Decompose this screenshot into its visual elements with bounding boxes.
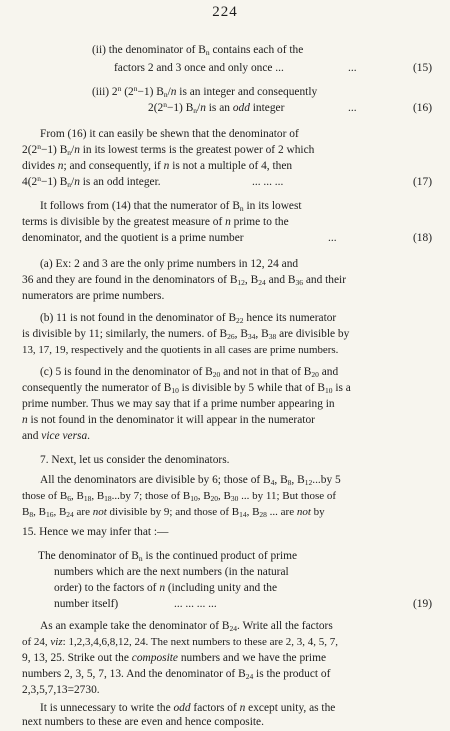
example-a: (a) Ex: 2 and 3 are the only prime numbers in 12, 24 and xyxy=(40,258,299,270)
equation-number-17: (17) xyxy=(413,176,432,188)
example-b24-l2: of 24, viz: 1,2,3,4,6,8,12, 24. The next numbers to these are 2, 3, 4, 5, 7, xyxy=(22,636,339,648)
example-b: (b) 11 is not found in the denominator of $B_{22}$ hence its numerator xyxy=(40,312,337,325)
example-b24-l5: 2,3,5,7,13=2730. xyxy=(22,684,100,696)
closing-paragraph: It is unnecessary to write the odd factors of n except unity, as the xyxy=(40,702,336,714)
example-c-l2: consequently the numerator of $B_{10}$ is divisible by 5 while that of $B_{10}$ is a xyxy=(22,382,351,395)
statement-19: The denominator of $B_n$ is the continued product of prime xyxy=(38,550,298,563)
statement-19-l2: numbers which are the next numbers (in the natural xyxy=(54,566,289,578)
section-7-heading: 7. Next, let us consider the denominators. xyxy=(40,454,230,466)
example-b-l2: is divisible by 11; similarly, the numers. of $B_{26}$, $B_{34}$, $B_{38}$ are divisible by xyxy=(22,328,350,341)
example-a-l3: numerators are prime numbers. xyxy=(22,290,165,302)
book-page: 224 (ii) the denominator of $B_n$ contains each of the factors 2 and 3 once and only once ... ... (15) (iii) 2$^n$ $(2^n-1)$ $B_n/n$ is an integer and consequently $2(2^n-1)$ $B_n/n$ is an odd integer ... (16) From (16) it can easily be shewn that the denominator of $2(2^n-1)$ $B_n/n$ in its lowest terms is the greatest power of 2 which divides n; and consequently, if n is not a multiple of 4, then $4(2^n-1)$ $B_n/n$ is an odd integer. ... ... ... (17) It follows from (14) that the numerator of $B_n$ in its lowest terms is divisible by the greatest measure of n prime to the denominator, and the quotient is a prime number ... (18) (a) Ex: 2 and 3 are the only prime numbers in 12, 24 and 36 and they are found in the denominators of $B_{12}$, $B_{24}$ and $B_{36}$ and their numerators are prime numbers. (b) 11 is not found in the denominator of $B_{22}$ hence its numerator is divisible by 11; similarly, the numers. of $B_{26}$, $B_{34}$, $B_{38}$ are divisible by 13, 17, 19, respectively and the quotients in all cases are prime numbers. (c) 5 is found in the denominator of $B_{20}$ and not in that of $B_{20}$ and consequently the numerator of $B_{10}$ is divisible by 5 while that of $B_{10}$ is a prime number. Thus we may say that if a prime number appearing in n is not found in the denominator it will appear in the numerator and vice versa. 7. Next, let us consider the denominators. All the denominators are divisible by 6; those of $B_4$, $B_8$, $B_{12}...by$ 5 those of $B_6$, $B_{18}$, $B_{18}...by$ 7; those of $B_{10}$, $B_{20}$, $B_{30}$ ... by 11; But those of $B_8$, $B_{16}$, $B_{24}$ are not divisible by 9; and those of $B_{14}$, $B_{28}$ ... are not by 15. Hence we may infer that :— The denominator of $B_n$ is the continued product of prime numbers which are the next numbers (in the natural order) to the factors of n (including unity and the number itself) ... ... ... ... (19) As an example take the denominator of $B_{24}$. Write all the factors of 24, viz: 1,2,3,4,6,8,12, 24. The next numbers to these are 2, 3, 4, 5, 7, 9, 13, 25. Strike out the composite numbers and we have the prime numbers 2, 3, 5, 7, 13. And the denominator of $B_{24}$ is the product of 2,3,5,7,13=2730. It is unnecessary to write the odd factors of n except unity, as the next numbers to these are even and hence composite. xyxy=(0,0,450,722)
equation-number-19: (19) xyxy=(413,598,432,610)
example-b24-l3: 9, 13, 25. Strike out the composite numbers and we have the prime xyxy=(22,652,327,664)
example-b24: As an example take the denominator of $B_{24}$. Write all the factors xyxy=(40,620,333,633)
equation-number-15: (15) xyxy=(413,62,432,74)
section-7-l4: 15. Hence we may infer that :— xyxy=(22,526,169,538)
paragraph-from-16-l2: $2(2^n-1)$ $B_n/n$ in its lowest terms is the greatest power of 2 which xyxy=(22,142,315,157)
paragraph-from-14: It follows from (14) that the numerator of $B_n$ in its lowest xyxy=(40,200,302,213)
paragraph-from-14-l2: terms is divisible by the greatest measure of n prime to the xyxy=(22,216,289,228)
equation-number-16: (16) xyxy=(413,102,432,114)
page-number: 224 xyxy=(212,4,238,20)
paragraph-from-16-l4: $4(2^n-1)$ $B_n/n$ is an odd integer. ... ... ... (17) xyxy=(22,174,432,189)
item-iii: (iii) 2$^n$ $(2^n-1)$ $B_n/n$ is an integer and consequently xyxy=(92,84,318,99)
item-ii: (ii) the denominator of $B_n$ contains each of the xyxy=(92,44,304,57)
example-c: (c) 5 is found in the denominator of $B_{20}$ and not in that of $B_{20}$ and xyxy=(40,366,339,379)
section-7-l3: $B_8$, $B_{16}$, $B_{24}$ are not divisible by 9; and those of $B_{14}$, $B_{28}$ ... are not by xyxy=(22,506,325,519)
paragraph-from-16-l3: divides n; and consequently, if n is not a multiple of 4, then xyxy=(22,160,293,172)
example-a-l2: 36 and they are found in the denominators of $B_{12}$, $B_{24}$ and $B_{36}$ and their xyxy=(22,274,346,287)
paragraph-from-14-l3: denominator, and the quotient is a prime number ... (18) xyxy=(22,231,432,247)
example-c-l3: prime number. Thus we may say that if a prime number appearing in xyxy=(22,398,335,410)
equation-number-18: (18) xyxy=(413,232,432,244)
statement-19-l4: number itself) ... ... ... ... (19) xyxy=(54,597,432,613)
statement-19-l3: order) to the factors of n (including unity and the xyxy=(54,582,278,594)
closing-paragraph-l2: next numbers to these are even and hence composite. xyxy=(22,716,264,728)
paragraph-from-16: From (16) it can easily be shewn that the denominator of xyxy=(40,128,299,140)
section-7-l2: those of $B_6$, $B_{18}$, $B_{18}...by$ 7; those of $B_{10}$, $B_{20}$, $B_{30}$ ... by 11; But those of xyxy=(22,490,337,503)
example-c-l5: and vice versa. xyxy=(22,430,91,442)
section-7-l1: All the denominators are divisible by 6; those of $B_4$, $B_8$, $B_{12}...by$ 5 xyxy=(40,474,341,487)
example-b24-l4: numbers 2, 3, 5, 7, 13. And the denominator of $B_{24}$ is the product of xyxy=(22,668,331,681)
example-b-l3: 13, 17, 19, respectively and the quotients in all cases are prime numbers. xyxy=(22,344,339,356)
example-c-l4: n is not found in the denominator it will appear in the numerator xyxy=(22,414,315,426)
